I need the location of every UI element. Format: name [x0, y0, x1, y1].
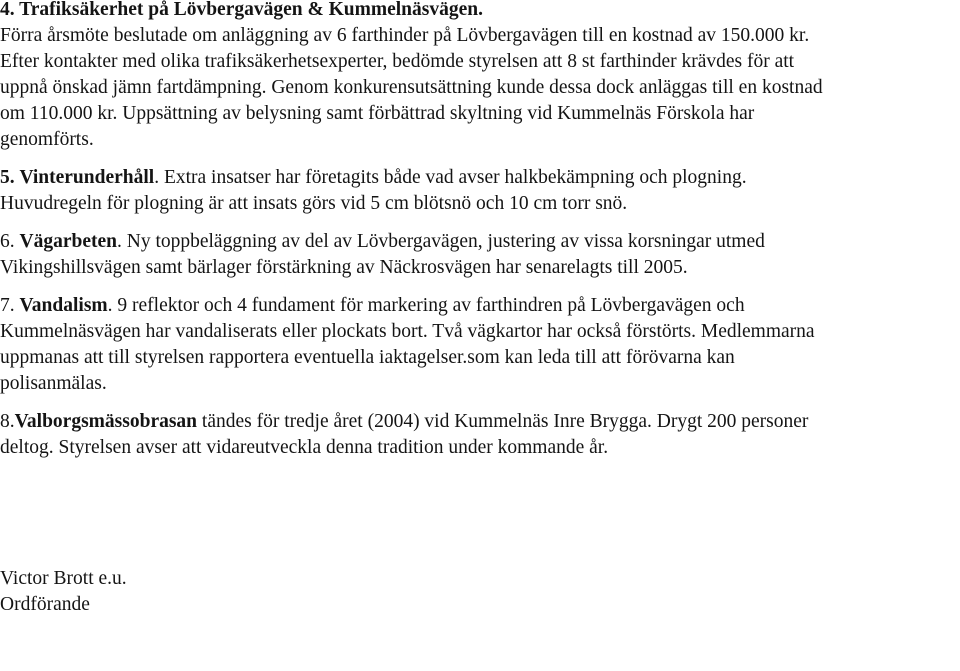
paragraph-line: om 110.000 kr. Uppsättning av belysning samt förbättrad skyltning vid Kummelnäs Förskola har — [0, 103, 755, 124]
paragraph-spacer — [0, 397, 958, 409]
section-heading: Vinterunderhåll — [19, 167, 155, 188]
paragraph-line — [0, 409, 958, 435]
paragraph-line: deltog. Styrelsen avser att vidareutveckla denna tradition under kommande år. — [0, 437, 609, 458]
paragraph-spacer — [0, 281, 958, 293]
paragraph-text: tändes för tredje året (2004) vid Kummelnäs Inre Brygga. Drygt 200 personer — [197, 411, 809, 432]
section-number: 6. — [0, 231, 15, 252]
section-road-works — [0, 229, 958, 281]
paragraph-line: Huvudregeln för plogning är att insats görs vid 5 cm blötsnö och 10 cm torr snö. — [0, 193, 628, 214]
section-bonfire — [0, 409, 958, 461]
signature-spacer — [0, 461, 958, 566]
paragraph-text: . Ny toppbeläggning av del av Lövbergavägen, justering av vissa korsningar utmed — [116, 231, 765, 252]
section-winter-maintenance — [0, 165, 958, 217]
paragraph-line: Kummelnäsvägen har vandaliserats eller plockats bort. Två vägkartor har också förstörts. Medlemmarna — [0, 321, 815, 342]
section-heading: Vandalism — [19, 295, 108, 316]
section-number: 5. — [0, 167, 15, 188]
paragraph-line: genomförts. — [0, 129, 94, 150]
section-number: 7. — [0, 295, 15, 316]
section-number: 8. — [0, 411, 15, 432]
paragraph-spacer — [0, 153, 958, 165]
paragraph-line: polisanmälas. — [0, 373, 107, 394]
paragraph-text: . Extra insatser har företagits både vad avser halkbekämpning och plogning. — [154, 167, 747, 188]
paragraph-spacer — [0, 217, 958, 229]
paragraph-line: Förra årsmöte beslutade om anläggning av 6 farthinder på Lövbergavägen till en kostnad av 150.000 kr. — [0, 25, 810, 46]
signatory-title: Ordförande — [0, 594, 90, 615]
paragraph-line — [0, 293, 958, 319]
section-vandalism — [0, 293, 958, 397]
paragraph-line: Efter kontakter med olika trafiksäkerhetsexperter, bedömde styrelsen att 8 st farthinder krävdes för att — [0, 51, 795, 72]
section-heading: Valborgsmässobrasan — [14, 411, 198, 432]
paragraph-line: Vikingshillsvägen samt bärlager förstärkning av Näckrosvägen har senarelagts till 2005. — [0, 257, 688, 278]
section-traffic-safety — [0, 0, 958, 153]
paragraph-line: uppmanas att till styrelsen rapportera eventuella iaktagelser.som kan leda till att förövarna kan — [0, 347, 735, 368]
paragraph-text: . 9 reflektor och 4 fundament för markering av farthindren på Lövbergavägen och — [107, 295, 745, 316]
paragraph-line — [0, 165, 958, 191]
section-heading: Vägarbeten — [19, 231, 117, 252]
paragraph-line: uppnå önskad jämn fartdämpning. Genom konkurensutsättning kunde dessa dock anläggas till en kostnad — [0, 77, 823, 98]
signature-block — [0, 566, 958, 618]
paragraph-line — [0, 229, 958, 255]
signatory-name: Victor Brott e.u. — [0, 568, 127, 589]
section-heading: 4. Trafiksäkerhet på Lövbergavägen & Kummelnäsvägen. — [0, 0, 483, 20]
